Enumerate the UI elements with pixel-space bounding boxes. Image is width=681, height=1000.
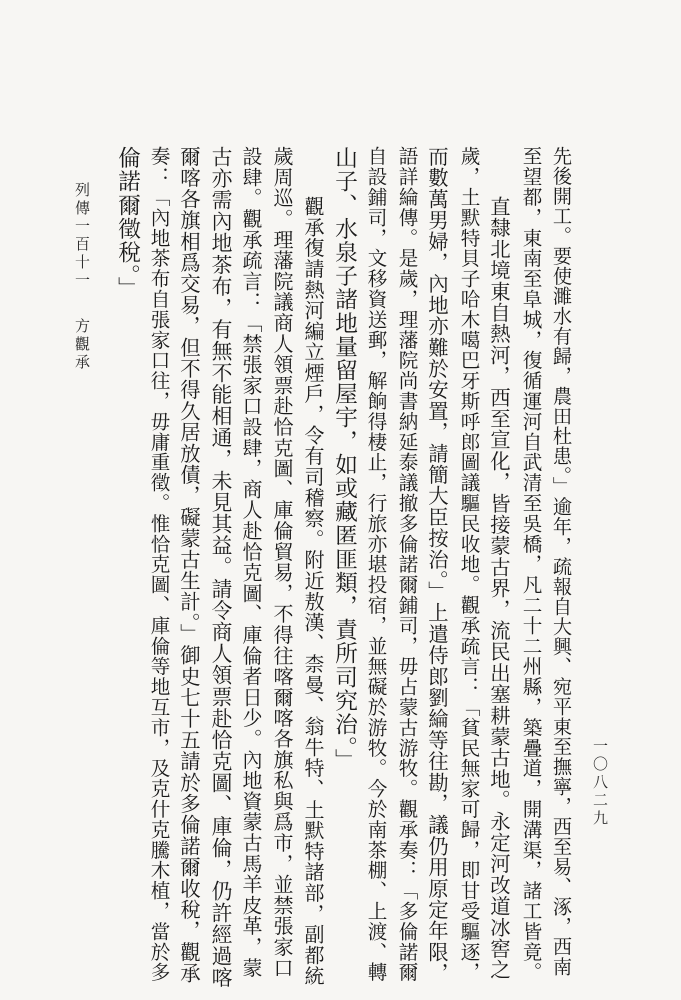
text-column-13: 爾喀各旗相爲交易，但不得久居放債，礙蒙古生計。」御史七十五請於多倫諾爾收稅，觀承 bbox=[177, 146, 201, 984]
text-column-5: 而數萬男婦，內地亦難於安置，請簡大臣按治。」上遣侍郎劉綸等往勘，議仍用原定年限， bbox=[425, 146, 449, 984]
page-number: 一〇八二九 bbox=[591, 738, 609, 828]
text-column-2: 至望都，東南至阜城，復循運河自武清至吳橋，凡二十二州縣，築疊道，開溝渠，諸工皆竟。 bbox=[519, 146, 542, 983]
text-column-1: 先後開工。要使濉水有歸，農田杜患。」逾年，疏報自大興、宛平東至撫寧，西至易、涿，西南 bbox=[550, 146, 573, 977]
text-column-8: 山子、水泉子諸地量留屋宇，如或藏匿匪類，責所司究治。」 bbox=[331, 146, 357, 772]
text-column-7: 自設鋪司，文移資送郵，解餉得棲止，行旅亦堪投宿，並無礙於游牧。今於南茶棚、上渡、轉 bbox=[364, 146, 387, 983]
text-column-9: 觀承復請熱河編立煙戶，令有司稽察。附近敖漢、柰曼、翁牛特、土默特諸部，副都統 bbox=[301, 196, 325, 987]
running-header-name: 方觀承 bbox=[73, 318, 91, 372]
text-column-4: 歲，土默特貝子哈木噶巴牙斯呼郎圖議驅民收地。觀承疏言：「貧民無家可歸，即甘受驅逐， bbox=[457, 146, 480, 983]
text-column-15: 倫諾爾徵稅。」 bbox=[114, 146, 140, 300]
running-header-chapter: 列傳一百十一 bbox=[73, 182, 91, 290]
text-column-14: 奏：「內地茶布自張家口往，毋庸重徵。惟恰克圖、庫倫等地互市，及克什克騰木植，當於多 bbox=[147, 146, 170, 983]
text-column-12: 古亦需內地茶布，有無不能相通，未見其益。請令商人領票赴恰克圖、庫倫，仍許經過喀 bbox=[208, 146, 232, 989]
text-column-10: 歲周巡。理藩院議商人領票赴恰克圖、庫倫貿易，不得往喀爾喀各旗私與爲市，並禁張家口 bbox=[270, 146, 294, 978]
text-column-11: 設肆。觀承疏言：「禁張家口設肆，商人赴恰克圖、庫倫者日少。內地資蒙古馬羊皮革，蒙 bbox=[239, 146, 263, 978]
text-column-3: 直隸北境東自熱河，西至宣化，皆接蒙古界，流民出塞耕蒙古地。永定河改道冰窖之 bbox=[487, 196, 511, 981]
text-column-6: 語詳綸傳。是歲，理藩院尚書納延泰議撤多倫諾爾鋪司，毋占蒙古游牧。觀承奏：「多倫諾爾 bbox=[395, 146, 418, 983]
